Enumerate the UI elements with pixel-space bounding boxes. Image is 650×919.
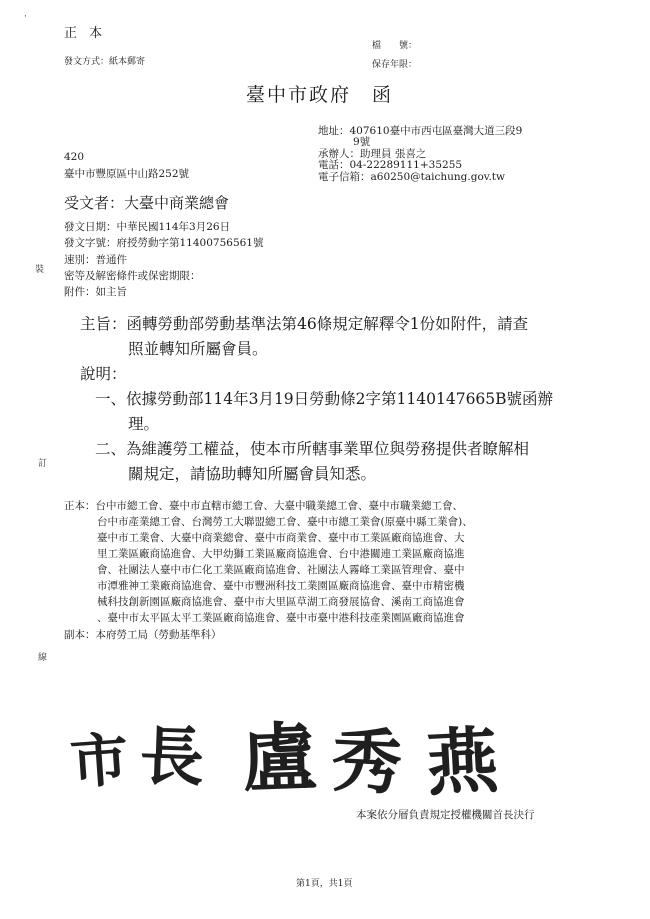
address-line-1: 地址：407610臺中市西屯區臺灣大道三段9 <box>318 125 523 137</box>
mailing-address: 臺中市豐原區中山路252號 <box>64 168 190 180</box>
authorization-note: 本案依分層負責規定授權機關首長決行 <box>356 809 535 821</box>
signature-char: 長 <box>138 718 206 797</box>
distribution-line: 臺中市工業會、大臺中商業總會、臺中市商業會、臺中市工業區廠商協進會、大 <box>97 532 465 544</box>
handler: 承辦人：助理員 張喜之 <box>318 148 427 160</box>
explanation-label: 說明： <box>80 365 127 383</box>
page-number: 第1頁，共1頁 <box>296 879 353 889</box>
attachment: 附件：如主旨 <box>64 286 127 298</box>
distribution-line: 正本：台中市總工會、臺中市直轄市總工會、大臺中職業總工會、臺中市職業總工會、 <box>64 500 463 512</box>
signature-char: 市 <box>68 725 131 797</box>
distribution-line: 械科技創新園區廠商協進會、臺中市大里區草湖工商發展協會、溪南工商協進會 <box>97 596 465 608</box>
margin-dot: · <box>24 12 27 22</box>
margin-bind-mark: 裝 <box>35 265 45 275</box>
document-title: 臺中市政府 函 <box>246 84 394 106</box>
distribution-line: 會、社團法人臺中市仁化工業區廠商協進會、社團法人霧峰工業區管理會、臺中 <box>97 564 465 576</box>
distribution-line: 、臺中市太平區太平工業區廠商協進會、臺中市臺中港科技產業園區廠商協進會 <box>97 612 465 624</box>
document-number: 發文字號：府授勞動字第11400756561號 <box>64 237 264 249</box>
issue-date: 發文日期：中華民國114年3月26日 <box>64 221 231 233</box>
recipient: 受文者：大臺中商業總會 <box>64 194 230 212</box>
speed: 速別：普通件 <box>64 254 127 266</box>
file-number-label: 檔 號： <box>372 41 418 51</box>
mayor-signature <box>68 700 510 806</box>
margin-line-mark: 線 <box>38 653 48 663</box>
distribution-line: 市潭雅神工業廠商協進會、臺中市豐洲科技工業園區廠商協進會、臺中市精密機 <box>97 580 465 592</box>
dispatch-method: 發文方式：紙本郵寄 <box>64 57 146 67</box>
signature-char: 燕 <box>424 717 501 806</box>
postal-code: 420 <box>64 151 85 163</box>
phone: 電話：04-22289111+35255 <box>318 159 463 171</box>
subject-line-2: 照並轉知所屬會員。 <box>128 340 268 358</box>
distribution-line: 台中市產業總工會、台灣勞工大聯盟總工會、臺中市總工業會(原臺中縣工業會)、 <box>97 516 473 528</box>
signature-char: 盧 <box>240 714 318 804</box>
signature-char: 秀 <box>329 718 404 805</box>
email: 電子信箱：a60250@taichung.gov.tw <box>318 171 506 183</box>
margin-staple-mark: 訂 <box>38 459 48 469</box>
explanation-item-2-line-2: 關規定，請協助轉知所屬會員知悉。 <box>128 465 377 483</box>
explanation-item-1-line-1: 一、依據勞動部114年3月19日勞動條2字第1140147665B號函辦 <box>95 390 554 408</box>
secrecy: 密等及解密條件或保密期限： <box>64 270 201 282</box>
carbon-copy: 副本：本府勞工局（勞動基準科） <box>64 629 222 641</box>
explanation-item-2-line-1: 二、為維護勞工權益，使本市所轄事業單位與勞務提供者瞭解相 <box>95 440 530 458</box>
distribution-line: 里工業區廠商協進會、大甲幼獅工業區廠商協進會、台中港關連工業區廠商協進 <box>97 548 465 560</box>
explanation-item-1-line-2: 理。 <box>128 415 160 433</box>
retention-label: 保存年限： <box>372 60 418 70</box>
subject-line-1: 主旨：函轉勞動部勞動基準法第46條規定解釋令1份如附件，請查 <box>80 315 529 333</box>
copy-type: 正 本 <box>64 26 107 41</box>
address-line-2: 9號 <box>353 136 371 148</box>
